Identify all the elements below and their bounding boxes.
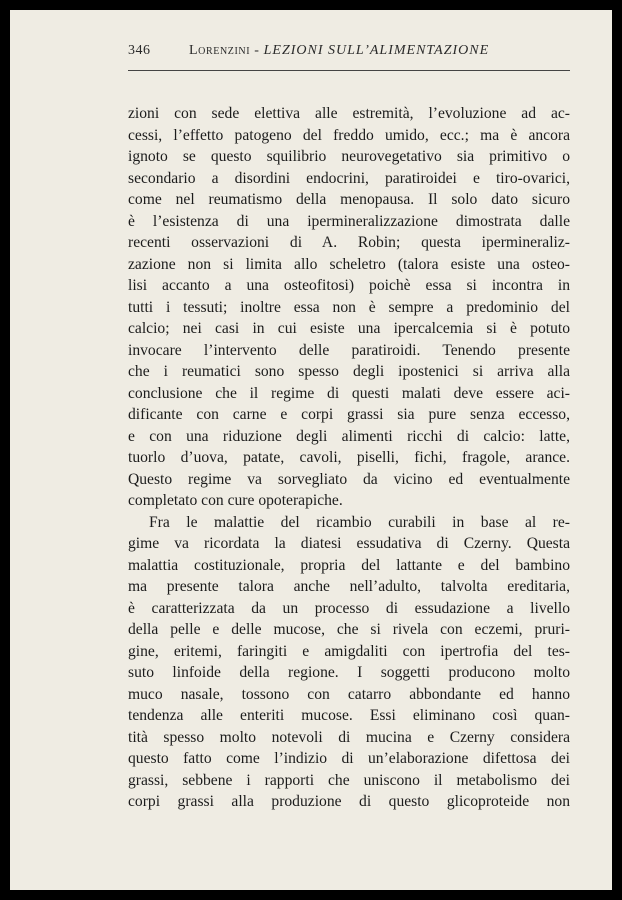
text-line: questo fatto come l’indizio di un’elaborazione difettosa dei bbox=[128, 750, 570, 767]
author-name: Lorenzini bbox=[189, 43, 251, 58]
text-line: cessi, l’effetto patogeno del freddo umido, ecc.; ma è ancora bbox=[128, 126, 570, 144]
text-line: dificante con carne e corpi grassi sia pure senza eccesso, bbox=[128, 406, 570, 423]
text-line: come nel reumatismo della menopausa. Il solo dato sicuro bbox=[128, 191, 570, 208]
book-title: LEZIONI SULL’ALIMENTAZIONE bbox=[263, 43, 490, 58]
running-head bbox=[189, 43, 489, 59]
text-line: zazione non si limita allo scheletro (talora esiste una osteo- bbox=[128, 255, 570, 273]
page-number: 346 bbox=[128, 43, 151, 58]
text-line: è l’esistenza di una ipermineralizzazione dimostrata dalle bbox=[128, 212, 570, 230]
text-line: che i reumatici sono spesso degli ipostenici si arriva alla bbox=[128, 363, 570, 380]
text-line: Questo regime va sorvegliato da vicino ed eventualmente bbox=[128, 470, 570, 488]
text-line: gine, eritemi, faringiti e amigdaliti con ipertrofia del tes- bbox=[128, 642, 570, 660]
text-line: della pelle e delle mucose, che si rivela con eczemi, pruri- bbox=[128, 621, 570, 638]
text-line: gime va ricordata la diatesi essudativa di Czerny. Questa bbox=[128, 535, 570, 552]
text-line: lisi accanto a una osteofitosi) poichè essa si incontra in bbox=[128, 277, 570, 294]
text-line: tutti i tessuti; inoltre essa non è sempre a predominio del bbox=[128, 298, 570, 316]
book-page bbox=[10, 10, 612, 890]
text-line: muco nasale, tossono con catarro abbondante ed hanno bbox=[128, 685, 570, 703]
text-line: zioni con sede elettiva alle estremità, l’evoluzione ad ac- bbox=[128, 105, 570, 122]
paragraph-start-line: Fra le malattie del ricambio curabili in base al re- bbox=[149, 513, 570, 531]
text-line: invocare l’intervento delle paratiroidi. Tenendo presente bbox=[128, 341, 570, 359]
text-line: malattia costituzionale, propria del lattante e del bambino bbox=[128, 556, 570, 574]
text-line: secondario a disordini endocrini, paratiroidei e tiro-ovarici, bbox=[128, 169, 570, 187]
text-line: e con una riduzione degli alimenti ricchi di calcio: latte, bbox=[128, 427, 570, 445]
header-rule bbox=[128, 70, 570, 71]
header-separator: - bbox=[250, 43, 264, 58]
text-line: suto linfoide della regione. I soggetti producono molto bbox=[128, 664, 570, 681]
text-line: ma presente talora anche nell’adulto, talvolta ereditaria, bbox=[128, 578, 570, 595]
text-line: è caratterizzata da un processo di essudazione a livello bbox=[128, 599, 570, 617]
paragraph-end-line: completato con cure opoterapiche. bbox=[128, 492, 343, 509]
text-line: corpi grassi alla produzione di questo glicoproteide non bbox=[128, 793, 570, 810]
body-text bbox=[128, 103, 570, 813]
text-line: ignoto se questo squilibrio neurovegetativo sia primitivo o bbox=[128, 148, 570, 165]
text-line: tuorlo d’uova, patate, cavoli, piselli, fichi, fragole, arance. bbox=[128, 449, 570, 466]
text-line: conclusione che il regime di questi malati deve essere aci- bbox=[128, 384, 570, 402]
text-line: recenti osservazioni di A. Robin; questa ipermineraliz- bbox=[128, 234, 570, 251]
running-header bbox=[128, 40, 570, 62]
text-line: grassi, sebbene i rapporti che uniscono il metabolismo dei bbox=[128, 771, 570, 789]
text-line: calcio; nei casi in cui esiste una ipercalcemia si è potuto bbox=[128, 320, 570, 337]
text-line: tità spesso molto notevoli di mucina e Czerny considera bbox=[128, 728, 570, 746]
text-line: tendenza alle enteriti mucose. Essi eliminano così quan- bbox=[128, 707, 570, 724]
